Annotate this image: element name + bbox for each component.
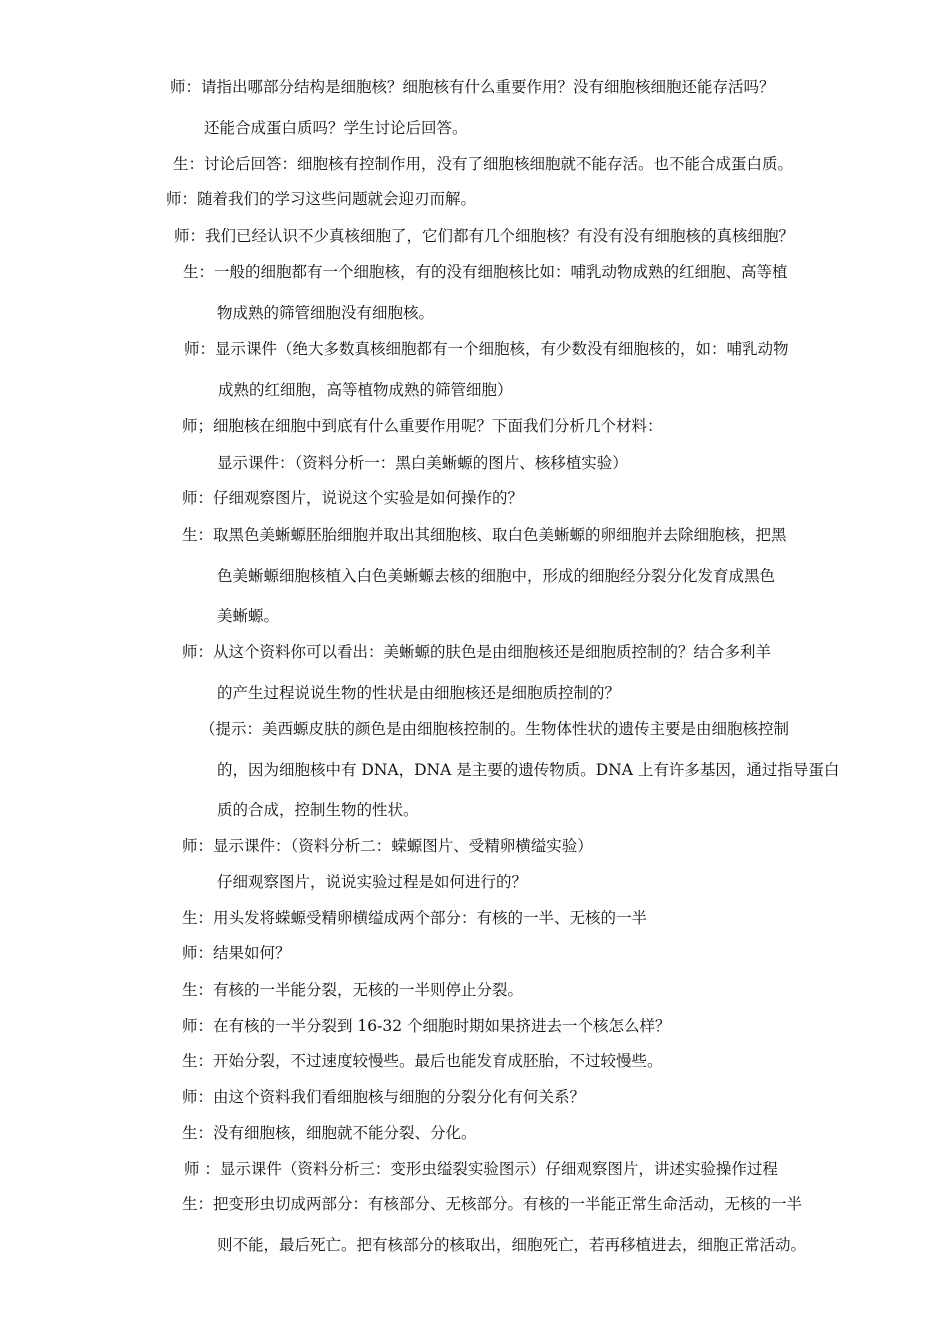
text-line: 物成熟的筛管细胞没有细胞核。 [217,304,435,322]
text-line: 成熟的红细胞，高等植物成熟的筛管细胞） [218,381,513,399]
text-line: 生：没有细胞核，细胞就不能分裂、分化。 [182,1124,477,1142]
text-line: 仔细观察图片，说说实验过程是如何进行的？ [217,873,528,891]
text-line: 生：讨论后回答：细胞核有控制作用，没有了细胞核细胞就不能存活。也不能合成蛋白质。 [173,155,794,173]
text-line: 师：我们已经认识不少真核细胞了，它们都有几个细胞核？有没有没有细胞核的真核细胞？ [174,227,795,245]
text-line: （提示：美西螈皮肤的颜色是由细胞核控制的。生物体性状的遗传主要是由细胞核控制 [200,720,790,738]
text-line: 生：一般的细胞都有一个细胞核，有的没有细胞核比如：哺乳动物成熟的红细胞、高等植 [183,263,788,281]
text-line: 显示课件：（资料分析一：黑白美蜥螈的图片、核移植实验） [217,454,628,472]
text-line: 生：用头发将蝾螈受精卵横缢成两个部分：有核的一半、无核的一半 [182,909,648,927]
text-line: 师：显示课件：（资料分析二：蝾螈图片、受精卵横缢实验） [182,837,593,855]
text-line: 师：随着我们的学习这些问题就会迎刃而解。 [166,190,477,208]
text-line: 师；细胞核在细胞中到底有什么重要作用呢？下面我们分析几个材料： [182,417,663,435]
text-line: 师：从这个资料你可以看出：美蜥螈的肤色是由细胞核还是细胞质控制的？结合多利羊 [182,643,772,661]
text-line: 则不能，最后死亡。把有核部分的核取出，细胞死亡，若再移植进去，细胞正常活动。 [217,1236,807,1254]
text-line: 生：开始分裂，不过速度较慢些。最后也能发育成胚胎，不过较慢些。 [182,1052,663,1070]
text-line: 师 ：显示课件（资料分析三：变形虫缢裂实验图示）仔细观察图片，讲述实验操作过程 [184,1160,778,1178]
text-line: 师：结果如何？ [182,944,291,962]
text-line: 美蜥螈。 [217,607,280,625]
text-line: 生：有核的一半能分裂，无核的一半则停止分裂。 [182,981,524,999]
text-line: 生：把变形虫切成两部分：有核部分、无核部分。有核的一半能正常生命活动，无核的一半 [182,1195,803,1213]
text-line: 的产生过程说说生物的性状是由细胞核还是细胞质控制的？ [217,684,621,702]
text-line: 的，因为细胞核中有 DNA，DNA 是主要的遗传物质。DNA 上有许多基因，通过指导蛋白 [217,761,840,779]
text-line: 色美蜥螈细胞核植入白色美蜥螈去核的细胞中，形成的细胞经分裂分化发育成黑色 [217,567,776,585]
text-line: 师：由这个资料我们看细胞核与细胞的分裂分化有何关系？ [182,1088,586,1106]
text-line: 师：仔细观察图片，说说这个实验是如何操作的？ [182,489,524,507]
text-line: 质的合成，控制生物的性状。 [217,801,419,819]
text-line: 师：在有核的一半分裂到 16-32 个细胞时期如果挤进去一个核怎么样？ [182,1017,671,1035]
text-line: 师：显示课件（绝大多数真核细胞都有一个细胞核，有少数没有细胞核的，如：哺乳动物 [184,340,789,358]
text-line: 师：请指出哪部分结构是细胞核？细胞核有什么重要作用？没有细胞核细胞还能存活吗？ [170,78,775,96]
text-line: 生：取黑色美蜥螈胚胎细胞并取出其细胞核、取白色美蜥螈的卵细胞并去除细胞核，把黑 [182,526,787,544]
text-line: 还能合成蛋白质吗？学生讨论后回答。 [204,119,468,137]
